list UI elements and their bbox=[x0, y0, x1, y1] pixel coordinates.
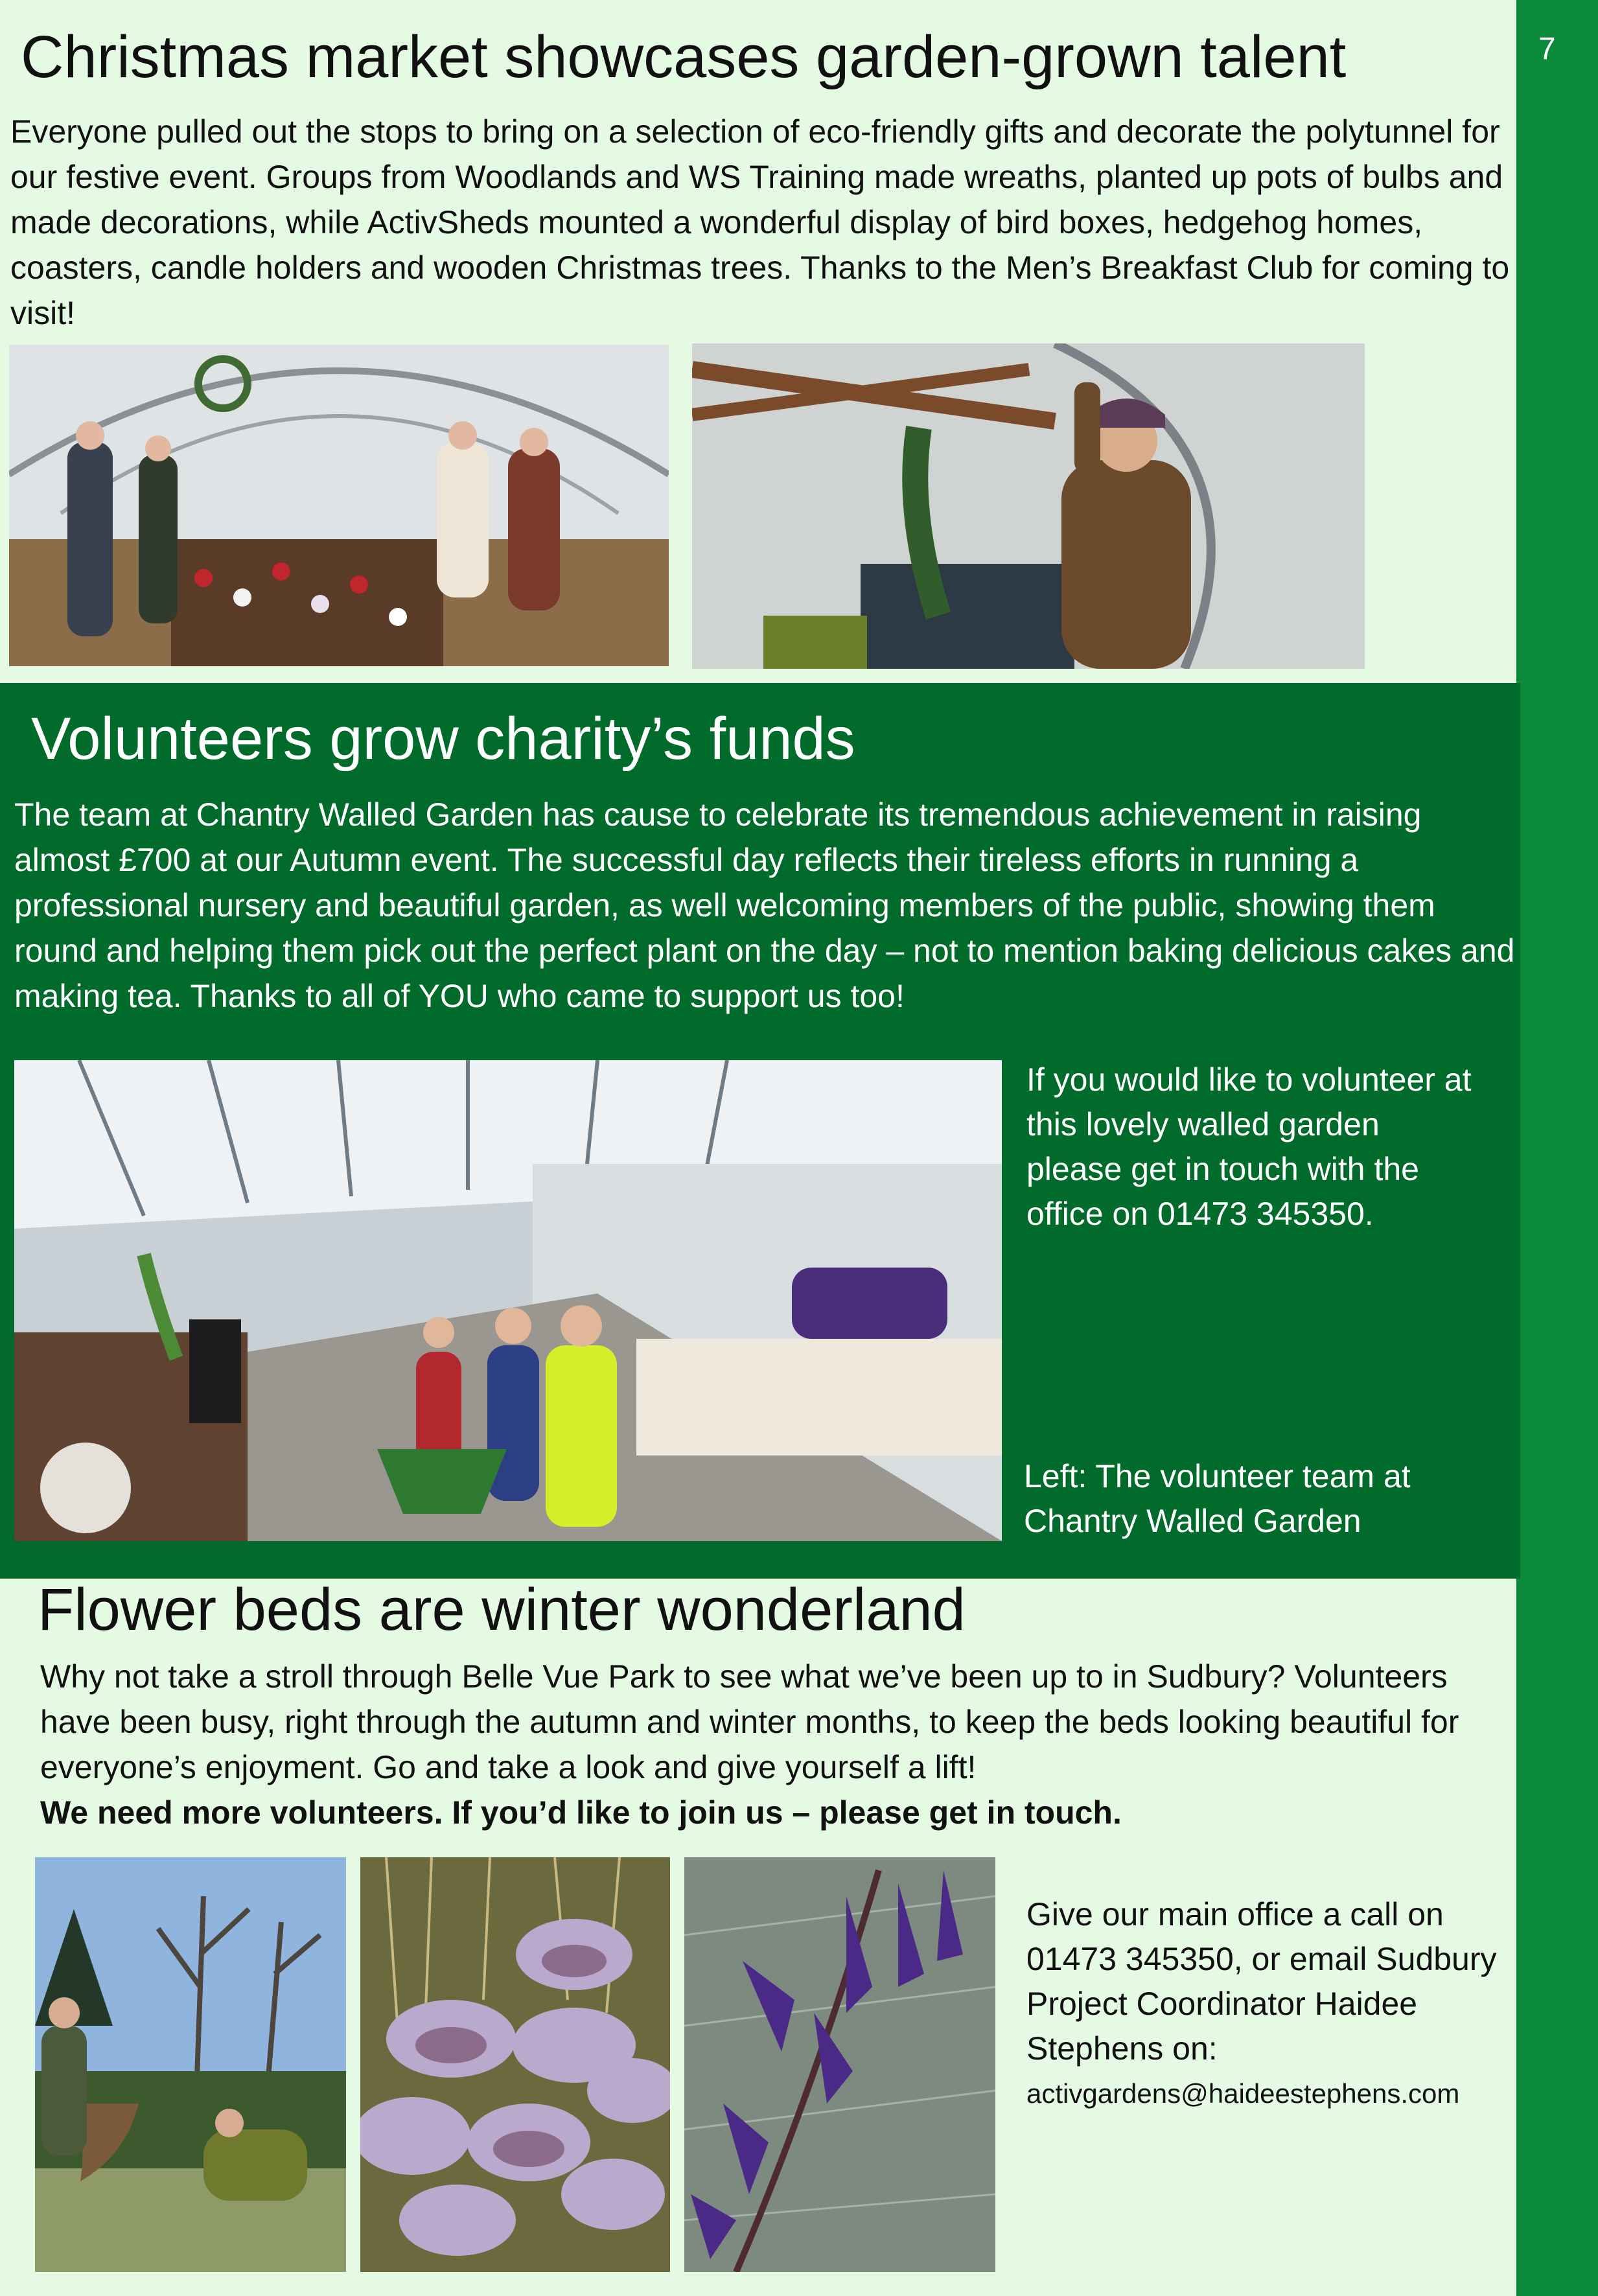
flowerbeds-body: Why not take a stroll through Belle Vue Park to see what we’ve been up to in Sudbury? Volunteers have been busy, right through the autumn and winter months, to keep the beds looking beautiful for everyone’s enjoyment. Go and take a look and give yourself a lift! bbox=[40, 1658, 1459, 1785]
frosted-purple-salvia-photo bbox=[684, 1857, 995, 2272]
belle-vue-park-gardeners-photo bbox=[35, 1857, 346, 2272]
volunteers-body: The team at Chantry Walled Garden has cause to celebrate its tremendous achievement in raising almost £700 at our Autumn event. The successful day reflects their tireless efforts in running a professional nursery and beautiful garden, as well welcoming members of the public, showing them round and helping them pick out the perfect plant on the day – not to mention baking delicious cakes and making tea. Thanks to all of YOU who came to support us too! bbox=[14, 796, 1515, 1014]
sudbury-contact-info bbox=[1026, 1892, 1512, 2116]
volunteer-team-greenhouse-photo bbox=[14, 1060, 1002, 1541]
flowerbeds-volunteer-cta: We need more volunteers. If you’d like to join us – please get in touch. bbox=[40, 1794, 1122, 1831]
sudbury-contact-text: Give our main office a call on 01473 345350, or email Sudbury Project Coordinator Haidee Stephens on: bbox=[1026, 1896, 1497, 2067]
sudbury-contact-email[interactable]: activgardens@haideestephens.com bbox=[1026, 2078, 1460, 2109]
christmas-polytunnel-visitors-photo bbox=[9, 345, 669, 666]
page-number: 7 bbox=[1538, 32, 1556, 66]
flowerbeds-heading: Flower beds are winter wonderland bbox=[38, 1577, 966, 1643]
volunteer-photo-caption: Left: The volunteer team at Chantry Walled Garden bbox=[1024, 1458, 1411, 1539]
christmas-heading: Christmas market showcases garden-grown talent bbox=[21, 24, 1347, 90]
frosted-sedum-flowers-photo bbox=[360, 1857, 670, 2272]
volunteer-contact-note: If you would like to volunteer at this lovely walled garden please get in touch with the office on 01473 345350. bbox=[1026, 1061, 1472, 1232]
page-sidebar bbox=[1516, 0, 1598, 2296]
christmas-body: Everyone pulled out the stops to bring on a selection of eco-friendly gifts and decorate the polytunnel for our festive event. Groups from Woodlands and WS Training made wreaths, planted up pots of bulbs and made decorations, while ActivSheds mounted a wonderful display of bird boxes, hedgehog homes, coasters, candle holders and wooden Christmas trees. Thanks to the Men’s Breakfast Club for coming to visit! bbox=[10, 113, 1510, 331]
christmas-wreath-hanging-photo bbox=[692, 343, 1365, 669]
volunteers-heading: Volunteers grow charity’s funds bbox=[31, 706, 855, 772]
